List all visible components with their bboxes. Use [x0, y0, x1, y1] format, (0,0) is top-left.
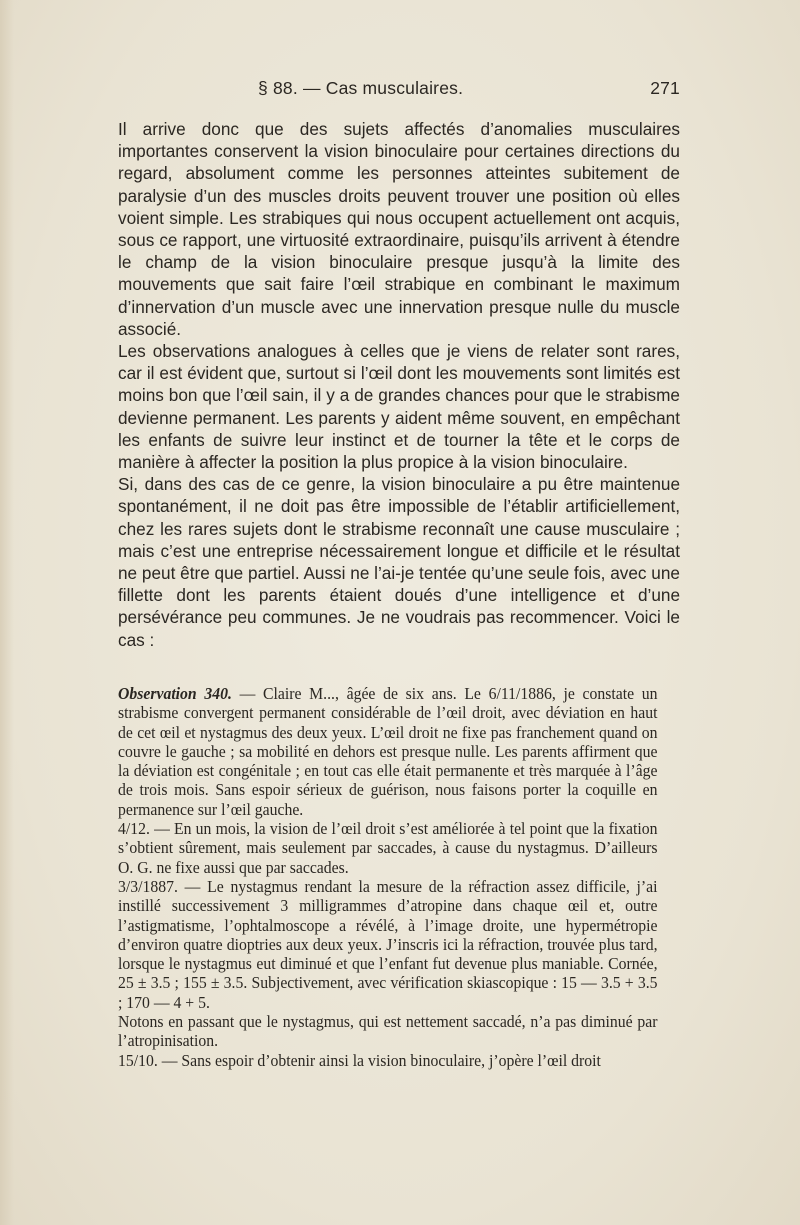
observation-entry: Notons en passant que le nystagmus, qui est nettement saccadé, n’a pas diminué par l’atropinisation.: [118, 1012, 658, 1051]
paragraph: Il arrive donc que des sujets affectés d’anomalies musculaires importantes conservent la vision binoculaire pour certaines directions du regard, absolument comme les personnes atteintes subitement de paralysie d’un des muscles droits peuvent trouver une position où elles voient simple. Les strabiques qui nous occupent actuellement ont acquis, sous ce rapport, une virtuosité extraordinaire, puisqu’ils arrivent à étendre le champ de la vision binoculaire presque jusqu’à la limite des mouvements que sait faire l’œil strabique en combinant le maximum d’innervation d’un muscle avec une innervation presque nulle du muscle associé.: [118, 119, 680, 339]
page-edge-shadow: [0, 0, 14, 1225]
page-number: 271: [650, 78, 680, 98]
observation-entry: 4/12. — En un mois, la vision de l’œil droit s’est améliorée à tel point que la fixation s’obtient sûrement, mais seulement par saccades, à cause du nystagmus. D’ailleurs O. G. ne fixe aussi que par saccades.: [118, 819, 658, 877]
observation-block: [118, 684, 658, 1070]
observation-entry: 15/10. — Sans espoir d’obtenir ainsi la vision binoculaire, j’opère l’œil droit: [118, 1050, 601, 1070]
page-header: [118, 78, 680, 102]
observation-intro-text: — Claire M..., âgée de six ans. Le 6/11/1886, je constate un strabisme convergent permanent considérable de l’œil droit, avec déviation en haut de cet œil et nystagmus des deux yeux. L’œil droit ne fixe pas franchement quand on couvre le gauche ; sa mobilité en dehors est presque nulle. Les parents affirment que la déviation est congénitale ; en tout cas elle était permanente et très marquée à l’âge de trois mois. Sans espoir sérieux de guérison, nous faisons porter la coquille en permanence sur l’œil gauche.: [118, 684, 658, 819]
observation-title: Observation 340.: [118, 684, 232, 703]
running-title: § 88. — Cas musculaires.: [258, 78, 464, 98]
paragraph: Les observations analogues à celles que je viens de relater sont rares, car il est évident que, surtout si l’œil dont les mouvements sont limités est moins bon que l’œil sain, il y a de grandes chances pour que le strabisme devienne permanent. Les parents y aident même souvent, en empêchant les enfants de suivre leur instinct et de tourner la tête et le corps de manière à affecter la position la plus propice à la vision binoculaire.: [118, 341, 680, 473]
observation-entry: 3/3/1887. — Le nystagmus rendant la mesure de la réfraction assez difficile, j’ai instillé successivement 3 milligrammes d’atropine dans chaque œil et, outre l’astigmatisme, l’ophtalmoscope a révélé, à l’image droite, une hypermétropie d’environ quatre dioptries aux deux yeux. J’inscris ici la réfraction, trouvée plus tard, lorsque le nystagmus eut diminué et que l’enfant fut devenue plus maniable. Cornée, 25 ± 3.5 ; 155 ± 3.5. Subjectivement, avec vérification skiascopique : 15 — 3.5 + 3.5 ; 170 — 4 + 5.: [118, 876, 658, 1012]
main-text: [118, 118, 680, 651]
observation-intro: [118, 684, 658, 819]
paragraph: Si, dans des cas de ce genre, la vision binoculaire a pu être maintenue spontanément, il ne doit pas être impossible de l’établir artificiellement, chez les rares sujets dont le strabisme reconnaît une cause musculaire ; mais c’est une entreprise nécessairement longue et difficile et le résultat ne peut être que partiel. Aussi ne l’ai-je tentée qu’une seule fois, avec une fillette dont les parents étaient doués d’une intelligence et d’une persévérance peu communes. Je ne voudrais pas recommencer. Voici le cas :: [118, 474, 680, 650]
